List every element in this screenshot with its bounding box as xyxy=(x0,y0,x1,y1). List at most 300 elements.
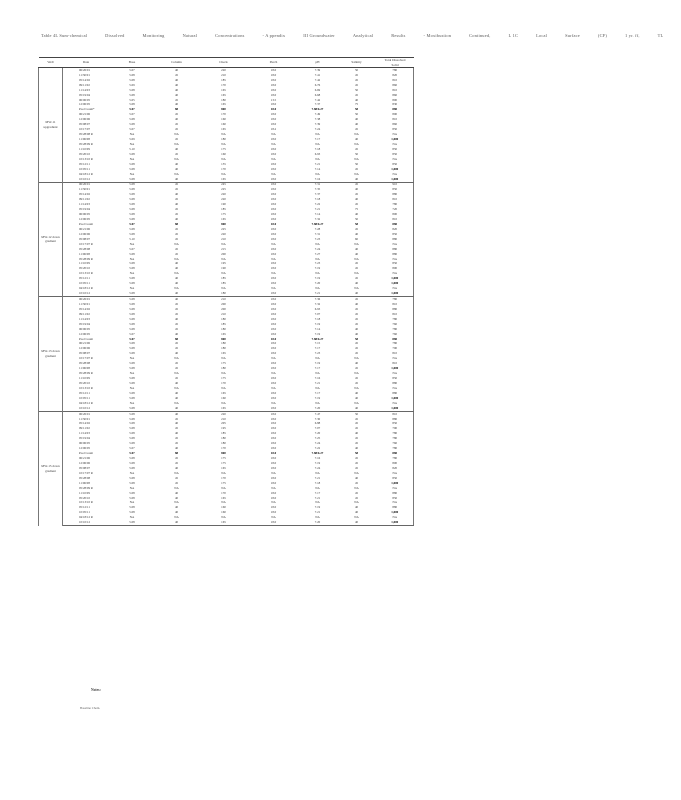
check-cell: 185 xyxy=(221,281,226,286)
ph-cell: 7.19 xyxy=(314,361,321,366)
ph-cell: 7.36 xyxy=(299,297,337,302)
ph-cell: 7.39 xyxy=(299,68,337,73)
tds-cell: 800 xyxy=(377,98,414,103)
base-cell: 5.08 xyxy=(129,251,135,256)
salinity-cell: 45 xyxy=(354,376,359,381)
tds-cell: 850 xyxy=(377,152,414,157)
check-cell: NA xyxy=(221,256,226,261)
tds-cell: 810 xyxy=(377,302,414,307)
column-cell: 40 xyxy=(174,380,179,385)
base-cell: NA xyxy=(129,356,135,361)
column-cell: 45 xyxy=(174,306,179,311)
salinity-cell: 45 xyxy=(354,266,359,271)
table-row xyxy=(39,520,414,525)
base-cell: 5.07 xyxy=(129,336,135,341)
base-cell: 5.08 xyxy=(129,380,135,385)
date-cell: 05/19/04 xyxy=(79,321,91,326)
caption-word: 1 yr. ff, xyxy=(625,33,640,38)
caption-word: Natural xyxy=(182,33,198,38)
base-cell: 5.08 xyxy=(129,326,135,331)
date-cell: 05/19/04 xyxy=(79,207,91,212)
column-cell: 40 xyxy=(174,431,179,436)
column-cell: 40 xyxy=(155,411,199,416)
header-salinity: Salinity xyxy=(337,58,377,68)
tds-cell: 850 xyxy=(377,188,414,193)
column-cell: 45 xyxy=(155,182,199,187)
purch-cell: 18.0 xyxy=(270,236,277,241)
caption-word: Surface xyxy=(565,33,580,38)
column-cell: 45 xyxy=(174,246,179,251)
ph-cell: 7.20 xyxy=(314,281,321,286)
tds-cell: NA xyxy=(377,172,414,177)
ph-cell: 7.14 xyxy=(314,212,321,217)
check-cell: 170 xyxy=(221,112,226,117)
column-cell: 40 xyxy=(174,421,179,426)
column-cell: 88 xyxy=(174,107,179,112)
ph-cell: 7.88/6.27 xyxy=(311,451,324,456)
tds-cell: 880 xyxy=(377,108,414,113)
purch-cell: 18.0 xyxy=(270,306,277,311)
ph-cell: NA xyxy=(315,286,320,291)
purch-cell: 18.0 xyxy=(270,326,277,331)
salinity-cell: 40 xyxy=(354,446,359,451)
base-cell: 5.08 xyxy=(129,226,135,231)
ph-cell: 7.17 xyxy=(314,390,321,395)
column-cell: 40 xyxy=(174,266,179,271)
date-cell: 05/12/11 xyxy=(79,276,90,281)
well-label: MW-15 down gradient xyxy=(39,411,63,526)
column-cell: 40 xyxy=(155,291,199,296)
purch-cell: 18.0 xyxy=(270,151,277,156)
ph-cell: 7.18 xyxy=(314,197,321,202)
base-cell: 5.07 xyxy=(129,112,135,117)
ph-cell: 7.31 xyxy=(314,231,321,236)
column-cell: NA xyxy=(174,132,179,137)
salinity-cell: 60 xyxy=(354,236,359,241)
purch-cell: 18.0 xyxy=(270,251,277,256)
column-cell: 40 xyxy=(174,146,179,151)
purch-cell: 18.0 xyxy=(270,87,277,92)
base-cell: 5.09 xyxy=(129,137,135,142)
check-cell: 165 xyxy=(199,520,249,525)
salinity-cell: 45 xyxy=(354,480,359,485)
date-cell: 05/28/09 R xyxy=(79,485,93,490)
date-cell: 04/18/12 R xyxy=(79,515,93,520)
salinity-cell: 50 xyxy=(354,217,359,222)
check-cell: 220 xyxy=(221,231,226,236)
ph-cell: 7.17 xyxy=(314,346,321,351)
purch-cell: 18.0 xyxy=(270,166,277,171)
date-cell: 09/11/02 xyxy=(79,311,90,316)
salinity-cell: 45 xyxy=(354,346,359,351)
check-cell: 165 xyxy=(221,102,226,107)
purch-cell: 18.0 xyxy=(270,281,277,286)
tds-cell: 880 xyxy=(377,237,414,242)
date-cell: 05/28/08 xyxy=(79,475,91,480)
salinity-cell: 45 xyxy=(354,321,359,326)
base-cell: NA xyxy=(129,385,135,390)
column-cell: 88 xyxy=(174,451,179,456)
ph-cell: 7.28 xyxy=(314,226,321,231)
check-cell: 160 xyxy=(221,395,226,400)
column-cell: 40 xyxy=(174,261,179,266)
tds-cell: NA xyxy=(377,471,414,476)
column-cell: 45 xyxy=(174,436,179,441)
tds-cell: 880 xyxy=(377,337,414,342)
ph-cell: 7.49 xyxy=(314,112,321,117)
purch-cell: NA xyxy=(271,485,276,490)
check-cell: 175 xyxy=(221,460,226,465)
header-ph: pH xyxy=(299,58,337,68)
column-cell: 45 xyxy=(174,416,179,421)
ph-cell: 7.21 xyxy=(314,510,321,515)
date-cell: 06/21/06 xyxy=(79,112,91,117)
footer-title: Notes: xyxy=(91,688,101,692)
salinity-cell: 40 xyxy=(354,395,359,400)
ph-cell: NA xyxy=(315,400,320,405)
check-cell: 170 xyxy=(221,446,226,451)
purch-cell: 18.0 xyxy=(270,146,277,151)
check-cell: 210 xyxy=(221,311,226,316)
tds-cell: 1,000 xyxy=(377,481,414,486)
date-cell: 10/13/10 R xyxy=(79,500,93,505)
ph-cell: 7.30 xyxy=(314,416,321,421)
column-cell: 45 xyxy=(174,311,179,316)
date-cell: 05/28/09 R xyxy=(79,371,93,376)
base-cell: NA xyxy=(129,256,135,261)
salinity-cell: 40 xyxy=(337,406,377,411)
date-cell: 11/06/08 xyxy=(79,251,90,256)
ph-cell: 7.38 xyxy=(314,117,321,122)
tds-cell: 810 xyxy=(377,351,414,356)
tds-cell: 850 xyxy=(377,147,414,152)
salinity-cell: 45 xyxy=(354,351,359,356)
base-cell: NA xyxy=(129,141,135,146)
base-cell: 5.08 xyxy=(129,117,135,122)
salinity-cell: NA xyxy=(354,156,359,161)
check-cell: 155 xyxy=(221,161,226,166)
base-cell: 5.08 xyxy=(110,291,155,296)
base-cell: 5.08 xyxy=(129,92,135,97)
date-cell: 09/11/02 xyxy=(79,82,90,87)
tds-cell: NA xyxy=(377,356,414,361)
check-cell: NA xyxy=(221,241,226,246)
salinity-cell: 40 xyxy=(354,97,359,102)
base-cell: 5.08 xyxy=(129,490,135,495)
column-cell: 45 xyxy=(174,236,179,241)
date-cell: 05/20/10 xyxy=(79,151,91,156)
purch-cell: NA xyxy=(271,132,276,137)
base-cell: 5.08 xyxy=(129,192,135,197)
check-cell: 245 xyxy=(199,182,249,187)
ph-cell: NA xyxy=(315,500,320,505)
salinity-cell: 45 xyxy=(354,380,359,385)
date-cell: 04/18/12 R xyxy=(79,286,93,291)
base-cell: 5.07 xyxy=(129,451,135,456)
salinity-cell: 58 xyxy=(354,451,359,456)
base-cell: 5.08 xyxy=(129,321,135,326)
base-cell: 5.08 xyxy=(129,441,135,446)
check-cell: 165 xyxy=(199,406,249,411)
date-cell: 06/06/05 xyxy=(79,326,91,331)
base-cell: 5.08 xyxy=(110,177,155,182)
tds-cell: NA xyxy=(377,271,414,276)
check-cell: 175 xyxy=(221,146,226,151)
column-cell: 45 xyxy=(174,475,179,480)
check-cell: 220 xyxy=(221,197,226,202)
salinity-cell: NA xyxy=(354,132,359,137)
base-cell: 5.08 xyxy=(110,297,155,302)
ph-cell: 7.37 xyxy=(314,192,321,197)
ph-cell: 7.47 xyxy=(299,411,337,416)
check-cell: 160 xyxy=(221,510,226,515)
ph-cell: 7.20 xyxy=(299,520,337,525)
tds-cell: 720 xyxy=(377,207,414,212)
salinity-cell: 45 xyxy=(354,341,359,346)
tds-cell: 800 xyxy=(377,461,414,466)
caption-word: Table 4L Sum-chemical xyxy=(41,33,88,38)
column-cell: 45 xyxy=(174,441,179,446)
salinity-cell: 40 xyxy=(354,251,359,256)
date-cell: 05/20/10 xyxy=(79,266,91,271)
base-cell: 5.08 xyxy=(129,346,135,351)
base-cell: 5.05 xyxy=(129,97,135,102)
ph-cell: 7.21 xyxy=(314,207,321,212)
purch-cell: 18.0 xyxy=(270,456,277,461)
column-cell: 45 xyxy=(174,376,179,381)
purch-cell: 18.0 xyxy=(270,217,277,222)
tds-cell: 1,000 xyxy=(377,276,414,281)
base-cell: 5.08 xyxy=(129,217,135,222)
salinity-cell: 45 xyxy=(354,127,359,132)
purch-cell: NA xyxy=(271,515,276,520)
header-date: Date xyxy=(63,58,110,68)
date-cell: 11/14/03 xyxy=(79,316,90,321)
tds-cell: NA xyxy=(377,386,414,391)
check-cell: NA xyxy=(221,271,226,276)
check-cell: 225 xyxy=(221,187,226,192)
ph-cell: 7.20 xyxy=(299,406,337,411)
date-cell: 05/12/11 xyxy=(79,390,90,395)
base-cell: NA xyxy=(129,500,135,505)
column-cell: 40 xyxy=(155,177,199,182)
check-cell: NA xyxy=(221,485,226,490)
footer-subtitle: Baseline Chem. xyxy=(80,706,101,710)
date-cell: 10/17/07 R xyxy=(79,241,93,246)
purch-cell: 18.0 xyxy=(270,490,277,495)
tds-cell: NA xyxy=(377,401,414,406)
base-cell: 5.08 xyxy=(129,87,135,92)
base-cell: 5.07 xyxy=(129,446,135,451)
caption-word: L 1C xyxy=(508,33,519,38)
ph-cell: 7.21 xyxy=(299,291,337,296)
base-cell: 5.08 xyxy=(129,281,135,286)
date-cell: 12/06/05 xyxy=(79,217,91,222)
check-cell: 165 xyxy=(221,495,226,500)
purch-cell: 18.0 xyxy=(270,72,277,77)
date-cell: 05/28/08 xyxy=(79,361,91,366)
ph-cell: 7.27 xyxy=(314,251,321,256)
base-cell: 5.08 xyxy=(129,316,135,321)
check-cell: 180 xyxy=(221,137,226,142)
ph-cell: 7.31 xyxy=(299,182,337,187)
purch-cell: 18.2 xyxy=(270,127,277,132)
tds-cell: 1,000 xyxy=(377,177,414,182)
column-cell: NA xyxy=(174,286,179,291)
salinity-cell: 40 xyxy=(354,137,359,142)
tds-cell: 1,000 xyxy=(377,291,414,296)
tds-cell: 820 xyxy=(377,227,414,232)
tds-cell: 1,000 xyxy=(377,406,414,411)
tds-cell: 860 xyxy=(377,93,414,98)
ph-cell: 6.68 xyxy=(314,92,321,97)
purch-cell: NA xyxy=(271,171,276,176)
date-cell: 06/26/01 xyxy=(63,68,110,73)
salinity-cell: 58 xyxy=(354,336,359,341)
salinity-cell: NA xyxy=(354,500,359,505)
check-cell: 175 xyxy=(221,480,226,485)
check-cell: 205 xyxy=(221,421,226,426)
check-cell: 175 xyxy=(221,361,226,366)
purch-cell: NA xyxy=(271,500,276,505)
salinity-cell: 40 xyxy=(354,390,359,395)
purch-cell: 18.0 xyxy=(270,395,277,400)
purch-cell: 18.0 xyxy=(270,231,277,236)
base-cell: 5.08 xyxy=(129,231,135,236)
date-cell: 05/28/08 xyxy=(79,246,91,251)
base-cell: 5.08 xyxy=(129,207,135,212)
base-cell: NA xyxy=(129,271,135,276)
tds-cell: 880 xyxy=(377,451,414,456)
date-cell: Pool Count* xyxy=(79,107,95,112)
column-cell: NA xyxy=(174,385,179,390)
header-base: Base xyxy=(110,58,155,68)
purch-cell: 18.0 xyxy=(270,505,277,510)
tds-cell: NA xyxy=(377,132,414,137)
date-cell: 10/13/10 R xyxy=(79,271,93,276)
base-cell: 5.08 xyxy=(110,406,155,411)
date-cell: 11/10/09 xyxy=(79,376,90,381)
salinity-cell: 45 xyxy=(354,77,359,82)
salinity-cell: 40 xyxy=(354,281,359,286)
check-cell: 225 xyxy=(221,226,226,231)
ph-cell: NA xyxy=(315,141,320,146)
check-cell: 165 xyxy=(221,92,226,97)
ph-cell: 7.07 xyxy=(314,426,321,431)
check-cell: NA xyxy=(221,156,226,161)
salinity-cell: 40 xyxy=(354,301,359,306)
ph-cell: 7.15 xyxy=(314,341,321,346)
check-cell: 170 xyxy=(221,166,226,171)
purch-cell: 18.0 xyxy=(270,390,277,395)
purch-cell: 18.0 xyxy=(270,341,277,346)
base-cell: 5.08 xyxy=(129,161,135,166)
purch-cell: 18.0 xyxy=(270,416,277,421)
check-cell: 165 xyxy=(221,217,226,222)
salinity-cell: 45 xyxy=(354,166,359,171)
tds-cell: 780 xyxy=(377,297,414,302)
column-cell: 40 xyxy=(174,217,179,222)
header-row xyxy=(39,58,414,68)
header-tds xyxy=(377,58,414,68)
check-cell: 180 xyxy=(221,346,226,351)
tds-cell: 850 xyxy=(377,476,414,481)
date-cell: 04/18/12 R xyxy=(79,171,93,176)
ph-cell: 7.35 xyxy=(314,187,321,192)
check-cell: NA xyxy=(221,385,226,390)
salinity-cell: 40 xyxy=(337,291,377,296)
ph-cell: 7.21 xyxy=(314,380,321,385)
ph-cell: 7.16 xyxy=(314,456,321,461)
base-cell: NA xyxy=(129,371,135,376)
check-cell: 195 xyxy=(221,261,226,266)
base-cell: 5.08 xyxy=(129,495,135,500)
salinity-cell: 75 xyxy=(354,207,359,212)
column-cell: 40 xyxy=(174,510,179,515)
tds-cell: 1,000 xyxy=(377,520,414,525)
date-cell: 05/14/02 xyxy=(79,77,91,82)
purch-cell: 18.0 xyxy=(270,331,277,336)
column-cell: 45 xyxy=(174,187,179,192)
check-cell: 210 xyxy=(221,72,226,77)
column-cell: 45 xyxy=(174,231,179,236)
column-cell: 40 xyxy=(155,297,199,302)
ph-cell: NA xyxy=(315,371,320,376)
date-cell: 05/14/02 xyxy=(79,421,91,426)
tds-cell: NA xyxy=(377,515,414,520)
salinity-cell: 45 xyxy=(354,276,359,281)
salinity-cell: 50 xyxy=(337,68,377,73)
purch-cell: 18.0 xyxy=(270,92,277,97)
purch-cell: 18.0 xyxy=(270,336,277,341)
tds-cell: NA xyxy=(377,371,414,376)
column-cell: 40 xyxy=(174,490,179,495)
base-cell: 5.08 xyxy=(129,351,135,356)
ph-cell: 7.17 xyxy=(314,137,321,142)
purch-cell: 18.0 xyxy=(270,112,277,117)
purch-cell: 18.0 xyxy=(270,441,277,446)
base-cell: 5.08 xyxy=(129,187,135,192)
base-cell: 5.10 xyxy=(129,236,135,241)
date-cell: 10/13/10 R xyxy=(79,385,93,390)
purch-cell: 18.0 xyxy=(249,297,299,302)
ph-cell: 7.19 xyxy=(314,460,321,465)
purch-cell: 18.0 xyxy=(249,177,299,182)
base-cell: 5.08 xyxy=(129,426,135,431)
purch-cell: 18.0 xyxy=(270,376,277,381)
tds-cell: 810 xyxy=(377,411,414,416)
column-cell: 45 xyxy=(174,197,179,202)
ph-cell: 7.19 xyxy=(314,395,321,400)
check-cell: 220 xyxy=(199,411,249,416)
ph-cell: 7.18 xyxy=(314,316,321,321)
ph-cell: 7.88/6.27 xyxy=(311,221,324,226)
check-cell: 210 xyxy=(221,416,226,421)
check-cell: NA xyxy=(221,500,226,505)
column-cell: 40 xyxy=(174,102,179,107)
check-cell: 185 xyxy=(221,77,226,82)
salinity-cell: 45 xyxy=(354,316,359,321)
base-cell: NA xyxy=(129,156,135,161)
caption-word: Continued, xyxy=(469,33,491,38)
base-cell: 5.08 xyxy=(110,411,155,416)
date-cell: 11/30/01 xyxy=(79,72,90,77)
purch-cell: 18.0 xyxy=(270,221,277,226)
purch-cell: 18.0 xyxy=(249,182,299,187)
ph-cell: 7.07 xyxy=(314,311,321,316)
ph-cell: 7.24 xyxy=(314,441,321,446)
date-cell: 12/06/05 xyxy=(79,331,91,336)
